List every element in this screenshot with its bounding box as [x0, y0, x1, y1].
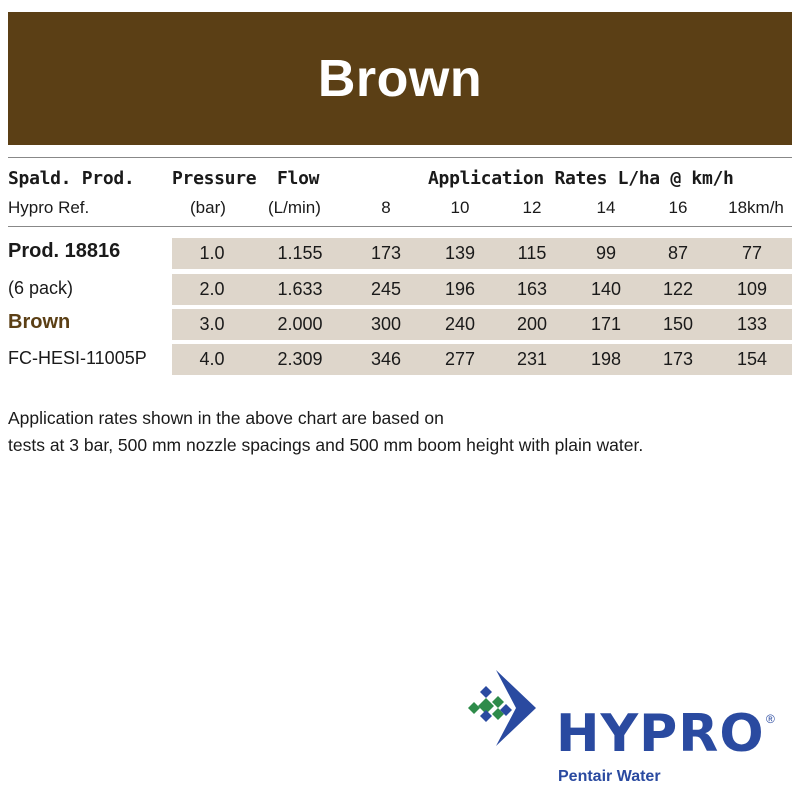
- title-banner: [8, 12, 792, 145]
- hypro-diamond-icon: [466, 668, 556, 748]
- pressure-cell: 2.0: [199, 279, 225, 299]
- table-row: [0, 236, 800, 271]
- header-hypro-ref: Hypro Ref.: [8, 198, 90, 217]
- rate-cell: 198: [590, 349, 622, 369]
- row-label: Brown: [8, 311, 71, 333]
- footnote-line-2: tests at 3 bar, 500 mm nozzle spacings and 500 mm boom height with plain water.: [8, 435, 644, 455]
- logo-wordmark: HYPRO: [556, 704, 765, 764]
- rate-cell: 99: [595, 243, 617, 263]
- pressure-cell: 4.0: [199, 349, 225, 369]
- table-row: [0, 272, 800, 307]
- rate-cell: 122: [662, 279, 694, 299]
- flow-cell: 2.000: [277, 314, 323, 334]
- header-speed-18: 18km/h: [728, 198, 784, 217]
- rate-cell: 231: [516, 349, 548, 369]
- footnote-line-1: Application rates shown in the above chart are based on: [8, 408, 444, 428]
- rate-cell: 240: [444, 314, 476, 334]
- rate-cell: 346: [370, 349, 402, 369]
- row-label: FC-HESI-11005P: [8, 348, 147, 368]
- flow-cell: 2.309: [277, 349, 323, 369]
- header-flow-unit: (L/min): [268, 198, 321, 217]
- rate-cell: 163: [516, 279, 548, 299]
- rate-cell: 300: [370, 314, 402, 334]
- row-label: Prod. 18816: [8, 240, 121, 262]
- table-row: [0, 307, 800, 342]
- pressure-cell: 3.0: [199, 314, 225, 334]
- header-pressure: Pressure: [172, 168, 257, 189]
- rate-cell: 140: [590, 279, 622, 299]
- flow-cell: 1.633: [277, 279, 323, 299]
- header-speed-12: 12: [522, 198, 542, 217]
- logo-subtitle: Pentair Water: [558, 768, 661, 785]
- top-rule: [8, 157, 792, 158]
- rate-cell: 245: [370, 279, 402, 299]
- hypro-logo: [466, 668, 796, 793]
- page-title: Brown: [317, 49, 483, 108]
- header-speed-8: 8: [381, 198, 391, 217]
- rate-cell: 196: [444, 279, 476, 299]
- rate-cell: 87: [667, 243, 689, 263]
- rate-cell: 109: [736, 279, 768, 299]
- rate-cell: 150: [662, 314, 694, 334]
- rate-cell: 133: [736, 314, 768, 334]
- header-flow: Flow: [277, 168, 320, 189]
- header-speed-14: 14: [596, 198, 616, 217]
- rate-cell: 200: [516, 314, 548, 334]
- header-application-rates: Application Rates L/ha @ km/h: [428, 168, 734, 189]
- header-speed-16: 16: [668, 198, 688, 217]
- rate-cell: 139: [444, 243, 476, 263]
- rate-cell: 154: [736, 349, 768, 369]
- pressure-cell: 1.0: [199, 243, 225, 263]
- header-pressure-unit: (bar): [190, 198, 226, 217]
- rate-cell: 77: [741, 243, 763, 263]
- header-spald-prod: Spald. Prod.: [8, 168, 135, 189]
- flow-cell: 1.155: [277, 243, 323, 263]
- header-rule: [8, 226, 792, 227]
- header-speed-10: 10: [450, 198, 470, 217]
- rate-cell: 173: [370, 243, 402, 263]
- logo-registered-mark: ®: [766, 712, 775, 726]
- footnote: [8, 405, 643, 459]
- row-label: (6 pack): [8, 278, 74, 298]
- rate-cell: 171: [590, 314, 622, 334]
- rate-cell: 115: [517, 243, 547, 263]
- rate-cell: 173: [662, 349, 694, 369]
- rate-cell: 277: [444, 349, 476, 369]
- table-row: [0, 342, 800, 377]
